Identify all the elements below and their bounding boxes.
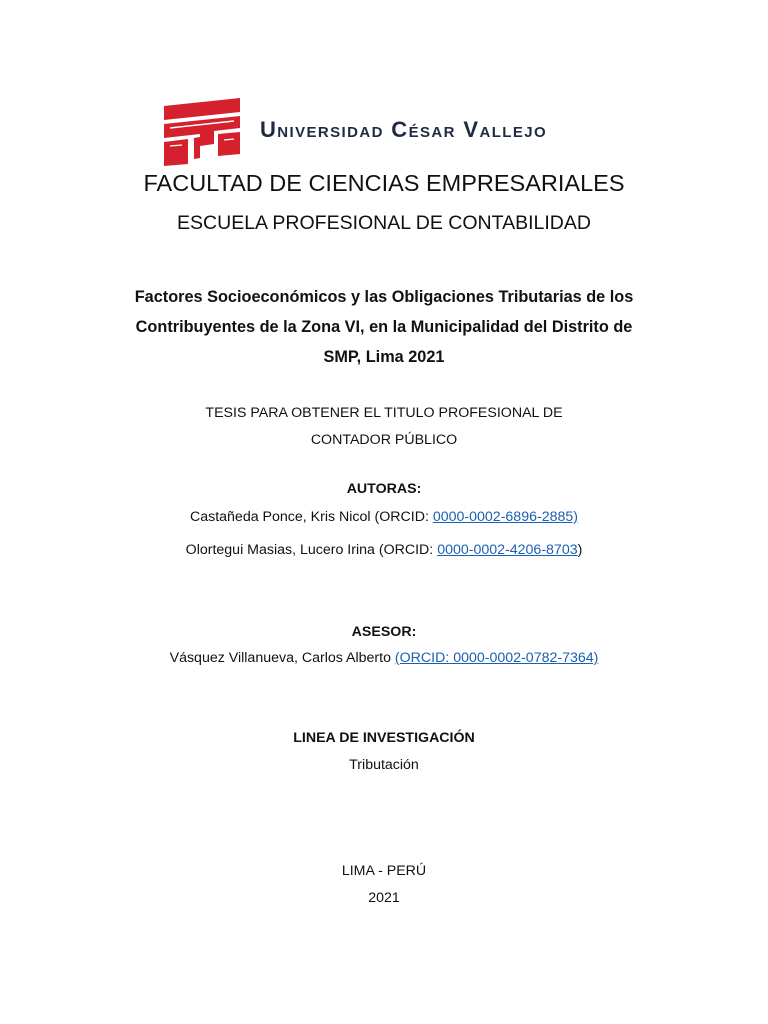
author-line: [0, 509, 768, 525]
orcid-link[interactable]: 0000-0002-4206-8703: [437, 542, 578, 558]
thesis-title-line: SMP, Lima 2021: [323, 348, 445, 366]
orcid-link[interactable]: (ORCID: 0000-0002-0782-7364): [394, 650, 599, 666]
school-name: ESCUELA PROFESIONAL DE CONTABILIDAD: [177, 212, 591, 234]
degree-statement: [0, 400, 768, 454]
author-name: Castañeda Ponce, Kris Nicol (ORCID:: [189, 509, 433, 525]
advisor-name: Vásquez Villanueva, Carlos Alberto: [169, 650, 395, 666]
author-name: Olortegui Masias, Lucero Irina (ORCID:: [185, 542, 438, 558]
advisor-line: [0, 650, 768, 666]
thesis-title-line: Factores Socioeconómicos y las Obligaciones Tributarias de los: [134, 288, 634, 306]
university-name: Universidad César Vallejo: [260, 117, 548, 142]
degree-line: TESIS PARA OBTENER EL TITULO PROFESIONAL DE: [205, 405, 563, 421]
faculty-name: FACULTAD DE CIENCIAS EMPRESARIALES: [143, 170, 625, 196]
author-suffix: ): [577, 542, 583, 558]
research-line-heading: LINEA DE INVESTIGACIÓN: [293, 730, 475, 746]
year: 2021: [368, 890, 400, 906]
university-logo: [160, 98, 630, 168]
author-line: [0, 542, 768, 558]
degree-line: CONTADOR PÚBLICO: [310, 432, 458, 448]
university-crest-icon: [160, 98, 244, 168]
orcid-link[interactable]: 0000-0002-6896-2885): [432, 509, 578, 525]
research-line-value: Tributación: [349, 757, 419, 773]
advisor-heading: ASESOR:: [351, 624, 417, 640]
thesis-title-line: Contribuyentes de la Zona VI, en la Municipalidad del Distrito de: [135, 318, 633, 336]
location: LIMA - PERÚ: [341, 863, 427, 879]
authors-heading: AUTORAS:: [346, 481, 422, 497]
thesis-title: [0, 282, 768, 372]
